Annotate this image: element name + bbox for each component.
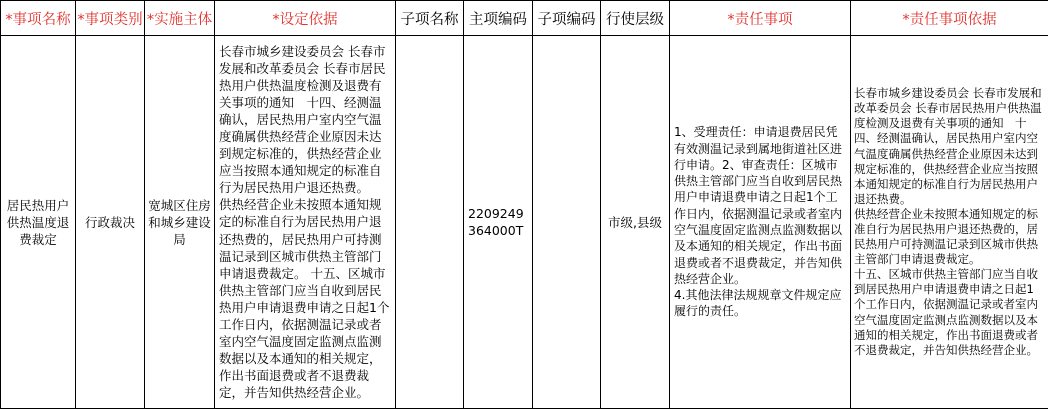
implementing-body-text: 宽城区住房和城乡建设局 [148,197,211,247]
main-item-code-text: 2209249364000T [468,206,524,238]
header-implementing-body: *实施主体 [145,1,215,36]
header-main-item-code: 主项编码 [464,1,533,36]
cell-implementing-body [145,36,215,409]
responsibility-text: 1、受理责任：申请退费居民凭有效测温记录到属地街道社区进行申请。2、审查责任：区城市供热主管部门应当自收到居民热用户申请退费申请之日起1个工作日内，依据测温记录或者室内空气温度固定监测点监测数据以及本通知的相关规定，作出书面退费或者不退费裁定，并告知供热经营企业。 4.其他法律法规规章文件规定应履行的责任。 [674,125,843,319]
cell-exercise-level [601,36,670,409]
header-item-category: *事项类别 [76,1,145,36]
cell-legal-basis [215,36,396,409]
cell-main-item-code [464,36,533,409]
cell-responsibility-basis [851,36,1048,409]
legal-basis-text: 长春市城乡建设委员会 长春市发展和改革委员会 长春市居民热用户供热温度检测及退费有关事项的通知 十四、经测温确认，居民热用户室内空气温度确属供热经营企业原因未达到规定标准的，供热经营企业应当按照本通知规定的标准自行为居民热用户退还热费。 供热经营企业未按照本通知规定的标准自行为居民热用户退还热费的，居民热用户可持测温记录到区城市供热主管部门申请退费裁定。 十五、区城市供热主管部门应当自收到居民热用户申请退费申请之日起1个工作日内，依据测温记录或者室内空气温度固定监测点监测数据以及本通知的相关规定，作出书面退费或者不退费裁定，并告知供热经营企业。 [219,43,390,401]
header-sub-item-code: 子项编码 [533,1,601,36]
cell-responsibility [670,36,851,409]
responsibility-basis-text: 长春市城乡建设委员会 长春市发展和改革委员会 长春市居民热用户供热温度检测及退费有关事项的通知 十四、经测温确认，居民热用户室内空气温度确属供热经营企业原因未达到规定标准的，供热经营企业应当按照本通知规定的标准自行为居民热用户退还热费。 供热经营企业未按照本通知规定的标准自行为居民热用户退还热费的，居民热用户可持测温记录到区城市供热主管部门申请退费裁定。 十五、区城市供热主管部门应当自收到居民热用户申请退费申请之日起1个工作日内，依据测温记录或者室内空气温度固定监测点监测数据以及本通知的相关规定，作出书面退费或者不退费裁定，并告知供热经营企业。 [854,86,1042,357]
cell-item-name [1,36,76,409]
header-legal-basis: *设定依据 [215,1,396,36]
header-responsibility-basis: *责任事项依据 [851,1,1048,36]
item-category-text: 行政裁决 [84,214,135,230]
exercise-level-text: 市级,县级 [608,214,662,230]
cell-sub-item-code [533,36,601,409]
header-responsibility: *责任事项 [670,1,851,36]
cell-item-category [76,36,145,409]
header-row [1,1,1048,36]
header-sub-item-name: 子项名称 [396,1,464,36]
header-exercise-level: 行使层级 [601,1,670,36]
item-name-text: 居民热用户供热温度退费裁定 [6,197,70,247]
cell-sub-item-name [396,36,464,409]
header-item-name: *事项名称 [1,1,76,36]
table-row [1,36,1048,409]
